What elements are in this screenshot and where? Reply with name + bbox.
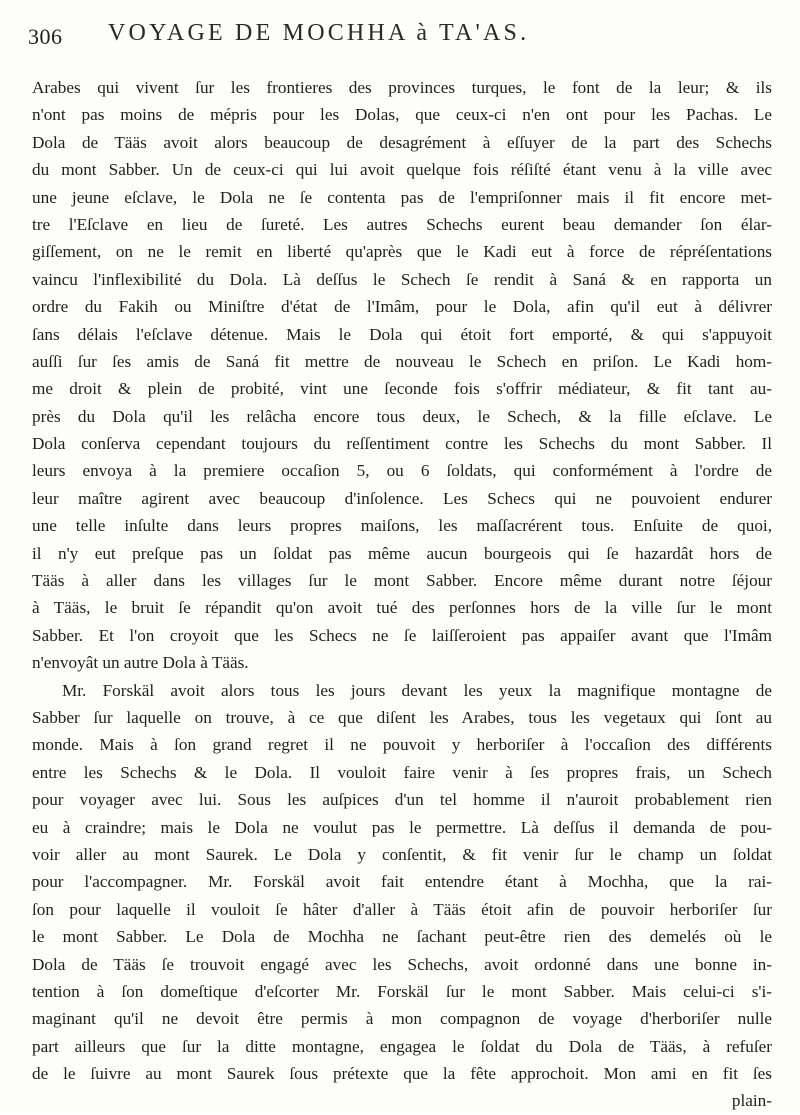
text-line: me droit & plein de probité, vint une ſeconde fois s'offrir médiateur, & fit tant au- — [32, 379, 772, 399]
text-line: Dola de Tääs ſe trouvoit engagé avec les Schechs, avoit ordonné dans une bonne in- — [32, 954, 772, 974]
text-line: n'ont pas moins de mépris pour les Dolas, que ceux-ci n'en ont pour les Pachas. Le — [32, 105, 772, 125]
text-line: près du Dola qu'il les relâcha encore tous deux, le Schech, & la fille eſclave. Le — [32, 406, 772, 426]
text-line: il n'y eut preſque pas un ſoldat pas même aucun bourgeois qui ſe hazardât hors de — [32, 543, 772, 563]
text-line: auſſi ſur ſes amis de Saná fit mettre de nouveau le Schech en priſon. Le Kadi hom- — [32, 351, 772, 371]
text-line: du mont Sabber. Un de ceux-ci qui lui avoit quelque fois réſiſté étant venu à la ville avec — [32, 160, 772, 180]
text-line: leurs envoya à la premiere occaſion 5, ou 6 ſoldats, qui conformément à l'ordre de — [32, 461, 772, 481]
text-line: Sabber ſur laquelle on trouve, à ce que diſent les Arabes, tous les vegetaux qui ſont au — [32, 707, 772, 727]
text-line: Sabber. Et l'on croyoit que les Schecs ne ſe laiſſeroient pas appaiſer avant que l'Imâm — [32, 625, 772, 645]
text-line: pour voyager avec lui. Sous les auſpices d'un tel homme il n'auroit probablement rien — [32, 790, 772, 810]
text-line: giſſement, on ne le remit en liberté qu'après que le Kadi eut à force de répréſentations — [32, 242, 772, 262]
body-text — [32, 74, 772, 1115]
text-line: Tääs à aller dans les villages ſur le mont Sabber. Encore même durant notre ſéjour — [32, 571, 772, 591]
text-line: Dola de Tääs avoit alors beaucoup de desagrément à eſſuyer de la part des Schechs — [32, 132, 772, 152]
text-line: Arabes qui vivent ſur les frontieres des provinces turques, le font de la leur; & ils — [32, 78, 772, 97]
text-line: leur maître agirent avec beaucoup d'inſolence. Les Schecs qui ne pouvoient endurer — [32, 488, 772, 508]
text-line: tre l'Eſclave en lieu de ſureté. Les autres Schechs eurent beau demander ſon élar- — [32, 214, 772, 234]
text-line: ſans délais l'eſclave détenue. Mais le Dola qui étoit fort emporté, & qui s'appuyoit — [32, 324, 772, 344]
text-line: vaincu l'inflexibilité du Dola. Là deſſus le Schech ſe rendit à Saná & en rapporta un — [32, 269, 772, 289]
text-line: le mont Sabber. Le Dola de Mochha ne ſachant peut-être rien des demelés où le — [32, 927, 772, 947]
page-number: 306 — [28, 24, 63, 49]
text-line: voir aller au mont Saurek. Le Dola y conſentit, & fit venir ſur le champ un ſoldat — [32, 844, 772, 864]
text-line: Dola conſerva cependant toujours du reſſentiment contre les Schechs du mont Sabber. Il — [32, 434, 772, 454]
page-header — [28, 20, 768, 54]
text-line: pour l'accompagner. Mr. Forskäl avoit fait entendre étant à Mochha, que la rai- — [32, 872, 772, 892]
text-line: entre les Schechs & le Dola. Il vouloit faire venir à ſes propres frais, un Schech — [32, 762, 772, 782]
text-line: à Tääs, le bruit ſe répandit qu'on avoit tué des perſonnes hors de la ville ſur le mont — [32, 598, 772, 618]
text-line: une telle inſulte dans leurs propres maiſons, les maſſacrérent tous. Enſuite de quoi, — [32, 516, 772, 536]
text-line: ſon pour laquelle il vouloit ſe hâter d'aller à Tääs étoit afin de pouvoir herboriſer ſur — [32, 899, 772, 919]
text-line: tention à ſon domeſtique d'eſcorter Mr. Forskäl ſur le mont Sabber. Mais celui-ci s'i- — [32, 981, 772, 1001]
text-line: eu à craindre; mais le Dola ne voulut pas le permettre. Là deſſus il demanda de pou- — [32, 817, 772, 837]
text-line: une jeune eſclave, le Dola ne ſe contenta pas de l'empriſonner mais il fit encore met- — [32, 187, 772, 207]
text-line: ordre du Fakih ou Miniſtre d'état de l'Imâm, pour le Dola, afin qu'il eut à délivrer — [32, 297, 772, 317]
text-line: n'envoyât un autre Dola à Tääs. — [32, 653, 249, 673]
text-line: de le ſuivre au mont Saurek ſous prétexte que la fête approchoit. Mon ami en fit ſes — [32, 1064, 772, 1084]
catchword: plain- — [731, 1091, 772, 1111]
text-line: maginant qu'il ne devoit être permis à mon compagnon de voyage d'herboriſer nulle — [32, 1009, 772, 1029]
running-head: VOYAGE DE MOCHHA à TA'AS. — [108, 20, 530, 46]
text-line: Mr. Forskäl avoit alors tous les jours devant les yeux la magnifique montagne de — [62, 680, 772, 700]
text-line: monde. Mais à ſon grand regret il ne pouvoit y herboriſer à l'occaſion des différents — [32, 735, 772, 755]
text-line: part ailleurs que ſur la ditte montagne, engagea le ſoldat du Dola de Tääs, à refuſer — [32, 1036, 772, 1056]
